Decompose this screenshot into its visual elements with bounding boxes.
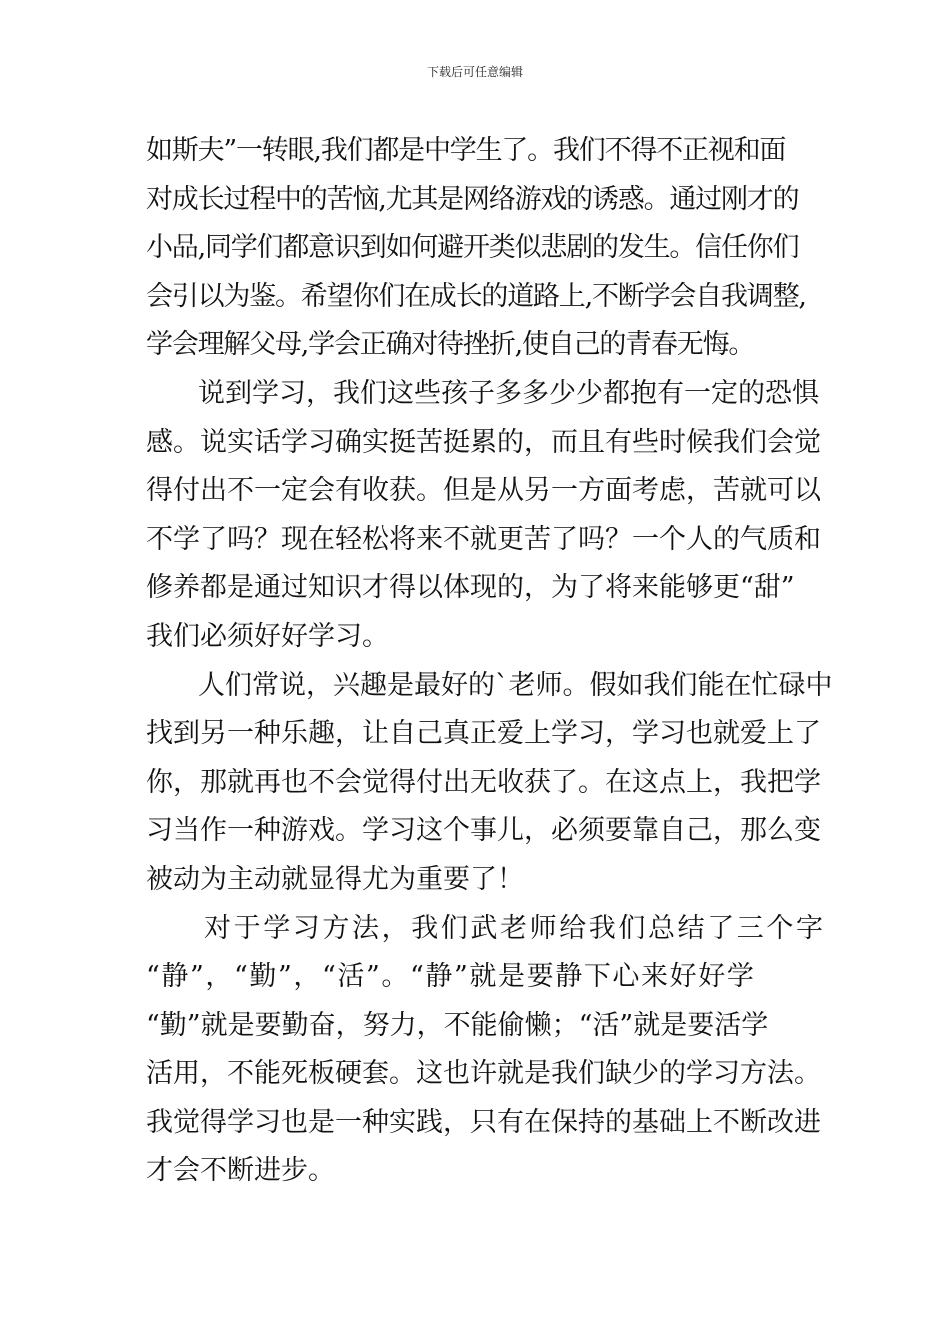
text-line: 习当作一种游戏。学习这个事儿，必须要靠自己，那么变 bbox=[146, 815, 821, 847]
text-line: 对成长过程中的苦恼,尤其是网络游戏的诱惑。通过刚才的 bbox=[146, 183, 799, 215]
text-line: 小品,同学们都意识到如何避开类似悲剧的发生。信任你们 bbox=[146, 232, 799, 264]
paragraph-1 bbox=[146, 127, 814, 370]
text-line: 你，那就再也不会觉得付出无收获了。在这点上，我把学 bbox=[146, 766, 821, 798]
page-header: 下载后可任意编辑 bbox=[426, 65, 523, 79]
text-line: 修养都是通过知识才得以体现的，为了将来能够更“甜” bbox=[146, 572, 795, 604]
text-line: 我觉得学习也是一种实践，只有在保持的基础上不断改进 bbox=[146, 1106, 821, 1138]
paragraph-4 bbox=[146, 905, 826, 1197]
text-line: 活用，不能死板硬套。这也许就是我们缺少的学习方法。 bbox=[146, 1058, 821, 1090]
text-line: 找到另一种乐趣，让自己真正爱上学习，学习也就爱上了 bbox=[146, 718, 821, 750]
text-line: 学会理解父母,学会正确对待挫折,使自己的青春无悔。 bbox=[146, 329, 755, 361]
text-line: “静”，“勤”，“活”。“静”就是要静下心来好好学 bbox=[146, 961, 756, 993]
text-line: 如斯夫”一转眼,我们都是中学生了。我们不得不正视和面 bbox=[146, 135, 786, 166]
paragraph-3 bbox=[146, 662, 833, 905]
text-line: “勤”就是要勤奋，努力，不能偷懒；“活”就是要活学 bbox=[146, 1009, 769, 1041]
text-line: 得付出不一定会有收获。但是从另一方面考虑，苦就可以 bbox=[146, 475, 821, 507]
text-line: 对于学习方法，我们武老师给我们总结了三个字 bbox=[204, 912, 826, 944]
text-line: 会引以为鉴。希望你们在成长的道路上,不断学会自我调整, bbox=[146, 280, 806, 312]
text-line: 才会不断进步。 bbox=[146, 1155, 335, 1187]
text-line: 被动为主动就显得尤为重要了！ bbox=[146, 863, 524, 895]
text-line: 人们常说，兴趣是最好的`老师。假如我们能在忙碌中 bbox=[198, 669, 833, 701]
paragraph-2 bbox=[146, 370, 821, 662]
text-line: 说到学习，我们这些孩子多多少少都抱有一定的恐惧 bbox=[198, 377, 819, 409]
body-text bbox=[146, 127, 833, 1196]
text-line: 我们必须好好学习。 bbox=[146, 620, 389, 652]
text-line: 感。说实话学习确实挺苦挺累的，而且有些时候我们会觉 bbox=[146, 426, 821, 458]
text-line: 不学了吗？现在轻松将来不就更苦了吗？一个人的气质和 bbox=[146, 523, 821, 555]
